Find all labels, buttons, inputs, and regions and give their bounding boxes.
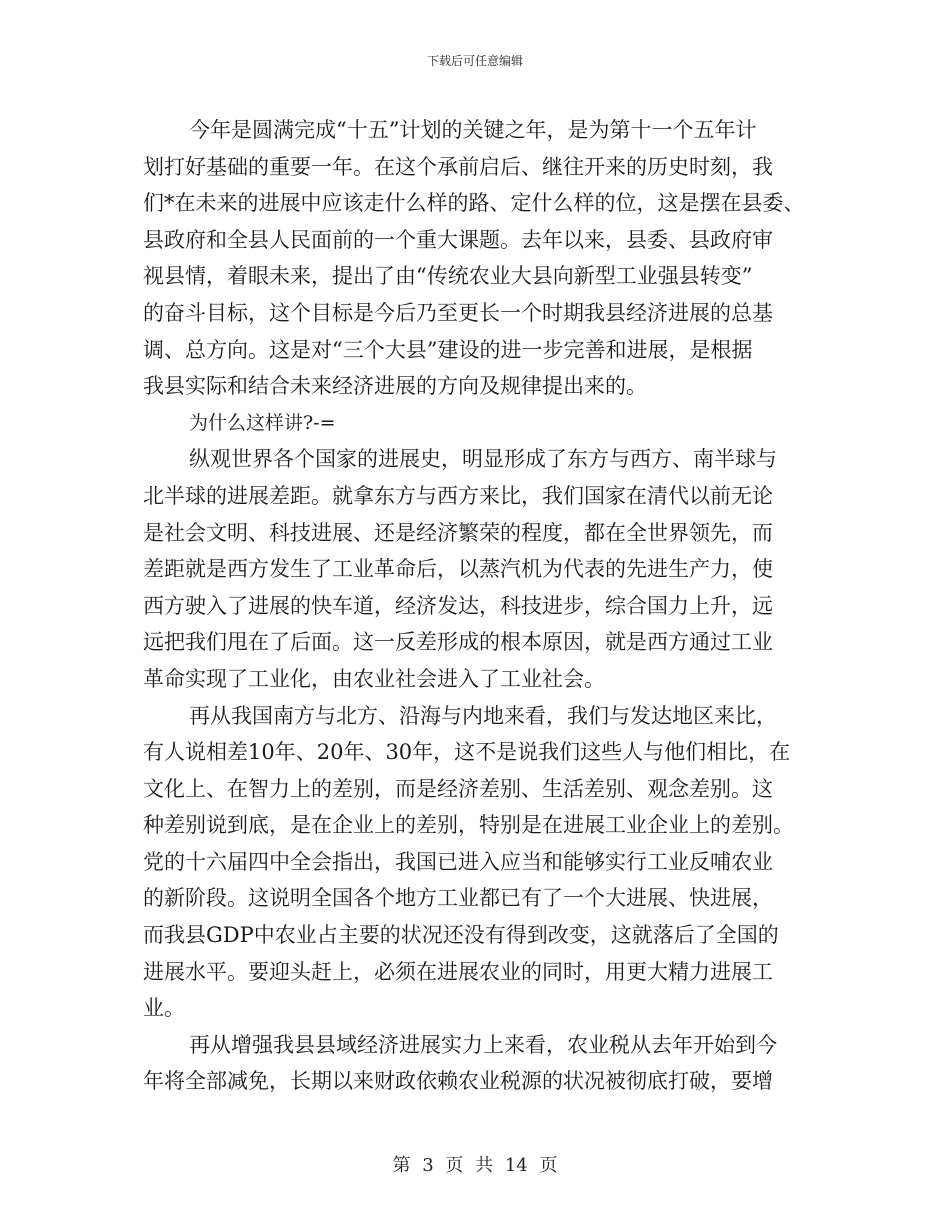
paragraph-line: 是社会文明、科技进展、还是经济繁荣的程度，都在全世界领先，而 — [143, 520, 773, 545]
paragraph-line: 划打好基础的重要一年。在这个承前启后、继往开来的历史时刻，我 — [143, 154, 773, 179]
paragraph-line: 业。 — [143, 996, 185, 1021]
paragraph-line: 视县情，着眼未来，提出了由“传统农业大县向新型工业强县转变” — [143, 264, 753, 289]
paragraph-line: 再从增强我县县域经济进展实力上来看，农业税从去年开始到今 — [189, 1032, 777, 1057]
paragraph-line: 远把我们甩在了后面。这一反差形成的根本原因，就是西方通过工业 — [143, 630, 773, 655]
paragraph-line: 种差别说到底，是在企业上的差别，特别是在进展工业企业上的差别。 — [143, 813, 794, 838]
paragraph-line: 进展水平。要迎头赶上，必须在进展农业的同时，用更大精力进展工 — [143, 959, 773, 984]
paragraph-line: 北半球的进展差距。就拿东方与西方来比，我们国家在清代以前无论 — [143, 483, 773, 508]
paragraph-line: 革命实现了工业化，由农业社会进入了工业社会。 — [143, 666, 605, 691]
paragraph-line: 今年是圆满完成“十五”计划的关键之年，是为第十一个五年计 — [189, 118, 757, 142]
document-body — [143, 112, 823, 1100]
paragraph-line: 文化上、在智力上的差别，而是经济差别、生活差别、观念差别。这 — [143, 776, 773, 801]
paragraph-line: 党的十六届四中全会指出，我国已进入应当和能够实行工业反哺农业 — [143, 849, 773, 874]
paragraph-line: 的新阶段。这说明全国各个地方工业都已有了一个大进展、快进展， — [143, 886, 773, 911]
paragraph-line: 为什么这样讲?-= — [189, 411, 336, 434]
paragraph-line: 差距就是西方发生了工业革命后，以蒸汽机为代表的先进生产力，使 — [143, 557, 773, 582]
paragraph-line: 的奋斗目标，这个目标是今后乃至更长一个时期我县经济进展的总基 — [143, 300, 773, 325]
paragraph-line: 我县实际和结合未来经济进展的方向及规律提出来的。 — [143, 374, 647, 399]
paragraph-line: 西方驶入了进展的快车道，经济发达，科技进步，综合国力上升，远 — [143, 593, 773, 618]
paragraph-line: 纵观世界各个国家的进展史，明显形成了东方与西方、南半球与 — [189, 447, 777, 472]
paragraph-line: 们*在未来的进展中应该走什么样的路、定什么样的位，这是摆在县委、 — [143, 191, 805, 216]
paragraph-line: 调、总方向。这是对“三个大县”建设的进一步完善和进展，是根据 — [143, 337, 753, 362]
paragraph-line: 有人说相差10年、20年、30年，这不是说我们这些人与他们相比，在 — [143, 740, 791, 765]
page-header: 下载后可任意编辑 — [426, 54, 523, 68]
paragraph-line: 而我县GDP中农业占主要的状况还没有得到改变，这就落后了全国的 — [143, 923, 779, 948]
page-number-footer: 第 3 页 共 14 页 — [392, 1155, 558, 1176]
paragraph-line: 再从我国南方与北方、沿海与内地来看，我们与发达地区来比， — [189, 703, 777, 728]
paragraph-line: 县政府和全县人民面前的一个重大课题。去年以来，县委、县政府审 — [143, 227, 773, 252]
paragraph-line: 年将全部减免，长期以来财政依赖农业税源的状况被彻底打破，要增 — [143, 1069, 773, 1094]
